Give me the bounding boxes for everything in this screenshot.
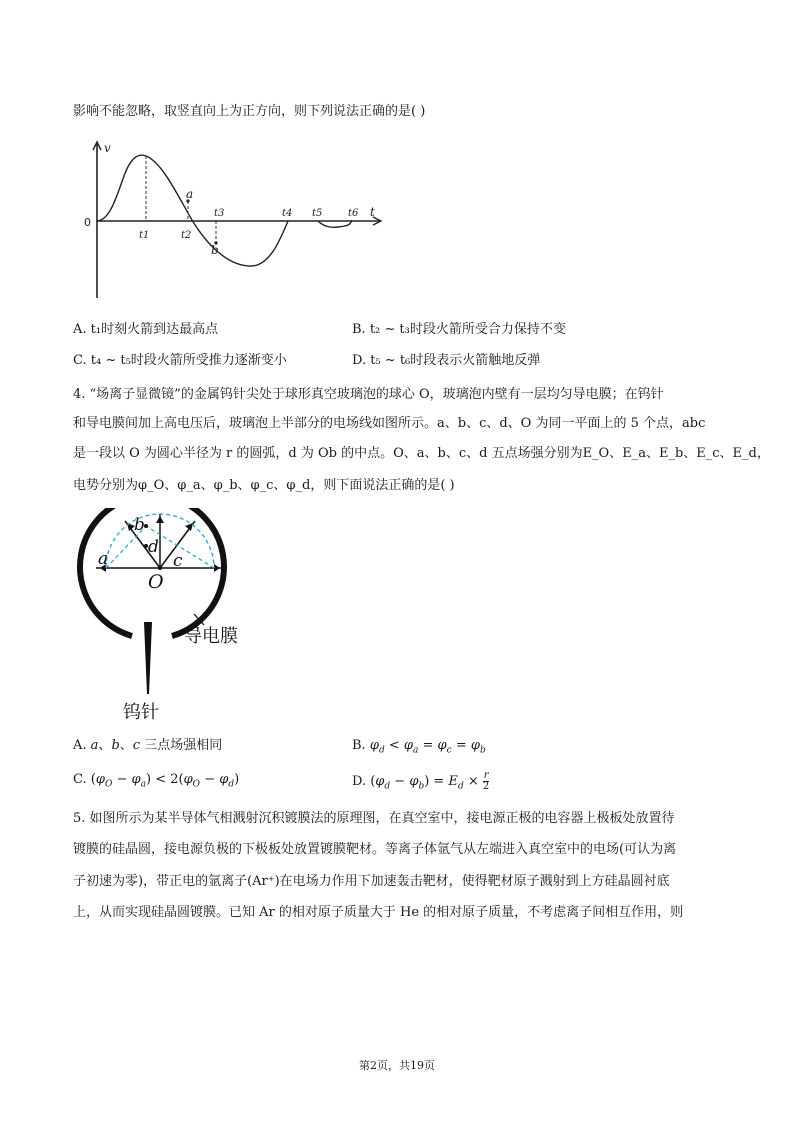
page-footer: 第2页，共19页 (359, 1059, 435, 1072)
graph-y-label: v (104, 141, 111, 155)
q3-option-a: A. t₁时刻火箭到达最高点 (73, 322, 219, 337)
q5-line-4: 上，从而实现硅晶圆镀膜。已知 Ar 的相对原子质量大于 He 的相对原子质量，不考虑离子间相互作用，则 (73, 905, 684, 920)
fig-label-c: c (173, 551, 183, 571)
q3-option-c: C. t₄ ~ t₅时段火箭所受推力逐渐变小 (73, 353, 287, 368)
fig-label-a: a (98, 549, 109, 569)
q4-line-2: 和导电膜间加上高电压后，玻璃泡上半部分的电场线如图所示。a、b、c、d、O 为同一平面上的 5 个点，abc (73, 416, 706, 431)
tick-t6: t6 (348, 208, 359, 219)
tick-t5: t5 (312, 208, 323, 219)
q4-option-a: A. a、b、c 三点场强相同 (73, 738, 223, 753)
film-label: 导电膜 (184, 626, 238, 647)
field-ion-microscope-figure (76, 508, 256, 724)
q5-line-3: 子初速为零)，带正电的氩离子(Ar⁺)在电场力作用下加速轰击靶材，使得靶材原子溅射到上方硅晶圆衬底 (73, 874, 670, 889)
graph-point-b: b (211, 243, 219, 257)
graph-point-a: a (186, 187, 194, 201)
q4-line-1: 4. “场离子显微镜”的金属钨针尖处于球形真空玻璃泡的球心 O，玻璃泡内壁有一层均匀导电膜；在钨针 (73, 387, 664, 402)
q3-option-d: D. t₅ ~ t₆时段表示火箭触地反弹 (352, 353, 541, 368)
q4-option-b: B. $\varphi_d < \varphi_a = \varphi_c = \varphi_b$ (352, 738, 486, 756)
velocity-time-graph (80, 140, 390, 300)
tick-t4: t4 (282, 208, 293, 219)
fig-label-O: O (148, 571, 164, 593)
q3-option-b: B. t₂ ~ t₃时段火箭所受合力保持不变 (352, 322, 566, 337)
fig-label-d: d (148, 537, 159, 557)
tick-t1: t1 (139, 230, 150, 241)
fig-label-b: b (134, 515, 145, 535)
graph-origin: 0 (84, 216, 91, 229)
tick-t2: t2 (181, 230, 192, 241)
q4-option-c: C. $(\varphi_O - \varphi_a) < 2(\varphi_O - \varphi_d)$ (73, 772, 240, 790)
needle-label: 钨针 (123, 702, 159, 723)
q5-line-1: 5. 如图所示为某半导体气相溅射沉积镀膜法的原理图，在真空室中，接电源正极的电容器上极板处放置待 (73, 811, 675, 826)
tick-t3: t3 (214, 208, 225, 219)
q4-line-4: 电势分别为φ_O、φ_a、φ_b、φ_c、φ_d，则下面说法正确的是( ) (73, 478, 455, 493)
question-3-stem-end: 影响不能忽略，取竖直向上为正方向，则下列说法正确的是( ) (73, 104, 426, 119)
q4-line-3: 是一段以 O 为圆心半径为 r 的圆弧，d 为 Ob 的中点。O、a、b、c、d 五点场强分别为E_O、E_a、E_b、E_c、E_d， (73, 446, 770, 461)
q4-option-d: D. $(\varphi_d - \varphi_b) = E_d \times \frac{r}{2}$ (352, 770, 490, 792)
graph-x-label: t (370, 205, 375, 219)
q5-line-2: 镀膜的硅晶圆，接电源负极的下极板处放置镀膜靶材。等离子体氩气从左端进入真空室中的电场(可认为离 (73, 842, 677, 857)
